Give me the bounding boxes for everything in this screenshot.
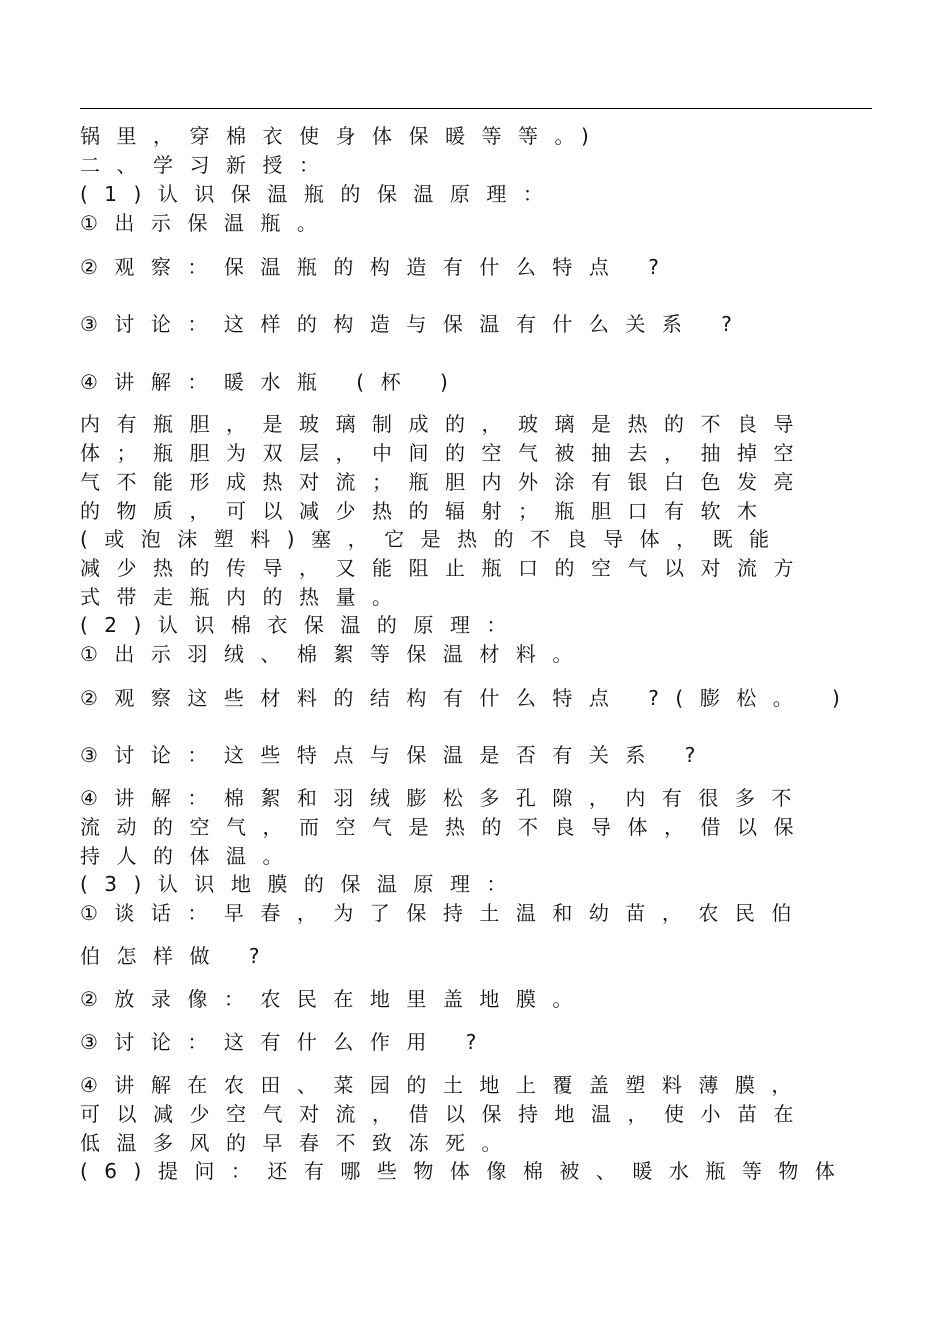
- subsection-heading: (2)认识棉衣保温的原理：: [80, 613, 523, 637]
- text-line: 减少热的传导，又能阻止瓶口的空气以对流方: [80, 556, 810, 580]
- text-line: 锅里，穿棉衣使身体保暖等等。): [80, 124, 606, 148]
- subsection-heading: (3)认识地膜的保温原理：: [80, 872, 523, 896]
- text-line: 流动的空气，而空气是热的不良导体，借以保: [80, 815, 810, 839]
- text-line: 内有瓶胆，是玻璃制成的，玻璃是热的不良导: [80, 412, 810, 436]
- subsection-heading: (1)认识保温瓶的保温原理：: [80, 182, 560, 206]
- text-line: ③讨论：这有什么作用 ?: [80, 1030, 493, 1054]
- text-line: ④讲解在农田、菜园的土地上覆盖塑料薄膜，: [80, 1073, 808, 1097]
- text-line: ②放录像：农民在地里盖地膜。: [80, 987, 589, 1011]
- text-line: ④讲解：暖水瓶 (杯 ): [80, 370, 465, 394]
- text-line: 气不能形成热对流；瓶胆内外涂有银白色发亮: [80, 470, 810, 494]
- text-line: ①出示羽绒、棉絮等保温材料。: [80, 642, 589, 666]
- text-line: ②观察：保温瓶的构造有什么特点 ?: [80, 255, 676, 279]
- text-line: ①谈话：早春，为了保持土温和幼苗，农民伯: [80, 901, 808, 925]
- text-line: 式带走瓶内的热量。: [80, 585, 409, 609]
- text-line: 低温多风的早春不致冻死。: [80, 1131, 518, 1155]
- text-line: ①出示保温瓶。: [80, 211, 334, 235]
- text-line: 持人的体温。: [80, 844, 299, 868]
- header-rule: [80, 108, 872, 109]
- text-line: 体；瓶胆为双层，中间的空气被抽去，抽掉空: [80, 441, 810, 465]
- text-line: 的物质，可以减少热的辐射；瓶胆口有软木: [80, 499, 774, 523]
- text-line: (6)提问：还有哪些物体像棉被、暖水瓶等物体: [80, 1159, 852, 1183]
- text-line: 可以减少空气对流，借以保持地温，使小苗在: [80, 1102, 810, 1126]
- section-heading: 二、学习新授：: [80, 153, 336, 177]
- text-line: ②观察这些材料的结构有什么特点 ?(膨松。 ): [80, 686, 857, 710]
- text-line: (或泡沫塑料)塞，它是热的不良导体，既能: [80, 527, 786, 551]
- text-line: ③讨论：这些特点与保温是否有关系 ?: [80, 743, 712, 767]
- text-line: ④讲解：棉絮和羽绒膨松多孔隙，内有很多不: [80, 786, 808, 810]
- text-line: 伯怎样做 ?: [80, 944, 276, 968]
- text-line: ③讨论：这样的构造与保温有什么关系 ?: [80, 312, 749, 336]
